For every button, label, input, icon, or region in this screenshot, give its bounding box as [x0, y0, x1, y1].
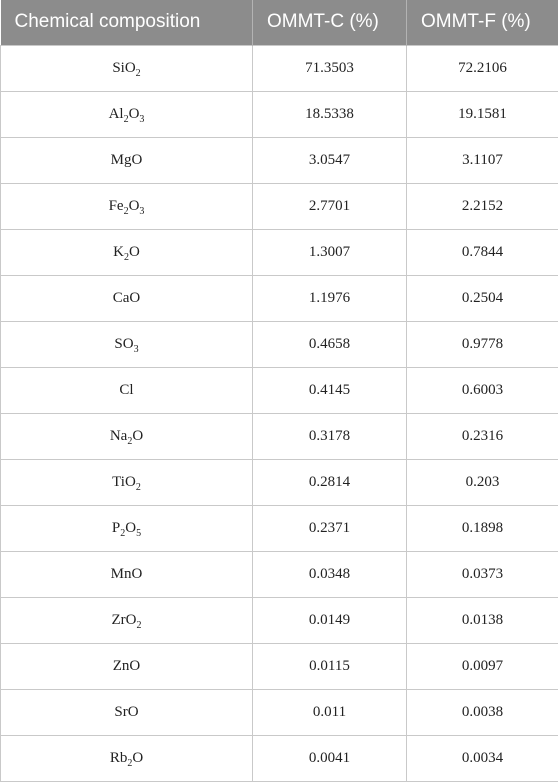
table-row	[1, 137, 558, 183]
compound-cell	[1, 459, 253, 505]
formula-element: O	[125, 519, 137, 536]
formula-element: CaO	[112, 289, 141, 306]
ommt-f-value: 0.0138	[407, 597, 558, 643]
compound-cell	[1, 45, 253, 91]
formula-element: ZnO	[112, 657, 141, 674]
ommt-c-value: 0.0149	[253, 597, 407, 643]
formula-subscript: 2	[136, 619, 142, 631]
formula-subscript: 2	[123, 113, 129, 125]
compound-cell	[1, 137, 253, 183]
header-ommt-f: OMMT-F (%)	[407, 0, 558, 45]
compound-cell	[1, 413, 253, 459]
formula-element: Si	[112, 59, 125, 76]
header-ommt-c: OMMT-C (%)	[253, 0, 407, 45]
compound-cell	[1, 643, 253, 689]
ommt-f-value: 0.0373	[407, 551, 558, 597]
table-row	[1, 91, 558, 137]
formula-element: Fe	[108, 197, 124, 214]
table-row	[1, 551, 558, 597]
ommt-c-value: 0.0041	[253, 735, 407, 781]
table-row	[1, 505, 558, 551]
formula-subscript: 2	[120, 527, 126, 539]
compound-cell	[1, 689, 253, 735]
ommt-c-value: 0.4658	[253, 321, 407, 367]
ommt-f-value: 0.9778	[407, 321, 558, 367]
formula-element: MgO	[110, 151, 143, 168]
ommt-f-value: 0.0038	[407, 689, 558, 735]
formula-element: O	[129, 243, 140, 260]
table-row	[1, 735, 558, 781]
formula-element: MnO	[110, 565, 143, 582]
table-row	[1, 367, 558, 413]
ommt-c-value: 0.011	[253, 689, 407, 735]
ommt-c-value: 0.0115	[253, 643, 407, 689]
formula-element: Al	[108, 105, 124, 122]
ommt-f-value: 0.203	[407, 459, 558, 505]
table-body	[1, 45, 558, 781]
ommt-f-value: 19.1581	[407, 91, 558, 137]
table-row	[1, 643, 558, 689]
ommt-f-value: 0.1898	[407, 505, 558, 551]
formula-element: P	[111, 519, 121, 536]
formula-element: O	[132, 427, 144, 444]
table-row	[1, 413, 558, 459]
formula-element: SrO	[114, 703, 139, 720]
ommt-c-value: 2.7701	[253, 183, 407, 229]
compound-cell	[1, 597, 253, 643]
table-row	[1, 689, 558, 735]
ommt-f-value: 72.2106	[407, 45, 558, 91]
table-row	[1, 229, 558, 275]
ommt-c-value: 0.0348	[253, 551, 407, 597]
table-row	[1, 183, 558, 229]
formula-element: K	[113, 243, 124, 260]
compound-cell	[1, 91, 253, 137]
ommt-f-value: 0.0097	[407, 643, 558, 689]
ommt-f-value: 3.1107	[407, 137, 558, 183]
formula-element: ZrO	[111, 611, 137, 628]
compound-cell	[1, 183, 253, 229]
formula-subscript: 5	[136, 527, 142, 539]
formula-element: O	[132, 749, 144, 766]
ommt-c-value: 1.3007	[253, 229, 407, 275]
formula-subscript: 2	[124, 251, 129, 263]
compound-cell	[1, 551, 253, 597]
compound-cell	[1, 367, 253, 413]
ommt-f-value: 0.7844	[407, 229, 558, 275]
compound-cell	[1, 321, 253, 367]
table-row	[1, 321, 558, 367]
table-row	[1, 459, 558, 505]
formula-subscript: 2	[135, 481, 141, 493]
ommt-c-value: 71.3503	[253, 45, 407, 91]
formula-element: TiO	[112, 473, 136, 490]
ommt-f-value: 0.2504	[407, 275, 558, 321]
formula-element: O	[128, 197, 140, 214]
ommt-c-value: 0.4145	[253, 367, 407, 413]
table-row	[1, 45, 558, 91]
ommt-c-value: 3.0547	[253, 137, 407, 183]
formula-subscript: 2	[127, 435, 133, 447]
formula-element: O	[128, 105, 140, 122]
formula-element: Cl	[119, 381, 134, 398]
compound-cell	[1, 505, 253, 551]
formula-subscript: 2	[127, 757, 133, 769]
compound-cell	[1, 275, 253, 321]
header-row	[1, 0, 558, 45]
table-row	[1, 275, 558, 321]
ommt-c-value: 18.5338	[253, 91, 407, 137]
ommt-c-value: 1.1976	[253, 275, 407, 321]
header-chemical-composition: Chemical composition	[1, 0, 253, 45]
formula-subscript: 3	[133, 343, 139, 355]
ommt-c-value: 0.2814	[253, 459, 407, 505]
formula-element: Na	[109, 427, 128, 444]
ommt-f-value: 0.0034	[407, 735, 558, 781]
formula-subscript: 3	[139, 205, 145, 217]
ommt-f-value: 0.6003	[407, 367, 558, 413]
ommt-f-value: 2.2152	[407, 183, 558, 229]
ommt-f-value: 0.2316	[407, 413, 558, 459]
compound-cell	[1, 229, 253, 275]
compound-cell	[1, 735, 253, 781]
formula-subscript: 3	[139, 113, 145, 125]
formula-element: O	[124, 59, 136, 76]
formula-subscript: 2	[135, 67, 141, 79]
formula-element: SO	[114, 335, 134, 352]
formula-element: Rb	[109, 749, 128, 766]
table-row	[1, 597, 558, 643]
ommt-c-value: 0.3178	[253, 413, 407, 459]
formula-subscript: 2	[123, 205, 129, 217]
ommt-c-value: 0.2371	[253, 505, 407, 551]
